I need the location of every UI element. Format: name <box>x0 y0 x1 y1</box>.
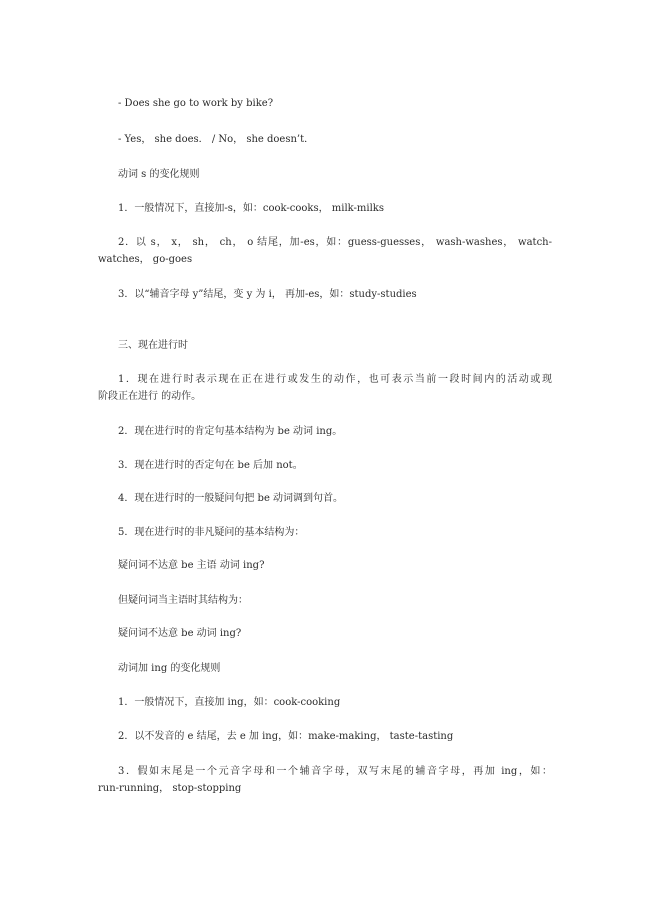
text-line: watches， go-goes <box>98 254 193 265</box>
text-line: 1．现在进行时表示现在正在进行或发生的动作，也可表示当前一段时间内的活动或现 <box>118 374 552 385</box>
text-line: 但疑问词当主语时其结构为： <box>118 595 248 606</box>
text-line: 1．一般情况下，直接加 ing，如：cook-cooking <box>118 697 341 708</box>
text-line: 3．以“辅音字母 y”结尾，变 y 为 i， 再加-es，如：study-studies <box>118 289 417 300</box>
section-heading: 动词 s 的变化规则 <box>118 169 200 180</box>
text-line: 3．现在进行时的否定句在 be 后加 not。 <box>118 460 303 471</box>
text-line: 3．假如末尾是一个元音字母和一个辅音字母，双写末尾的辅音字母，再加 ing，如： <box>118 766 552 777</box>
text-line: 阶段正在进行 的动作。 <box>98 391 202 402</box>
text-line: run-running， stop-stopping <box>98 783 242 794</box>
text-line: 疑问词不达意 be 主语 动词 ing? <box>118 560 265 571</box>
text-line: 2．现在进行时的肯定句基本结构为 be 动词 ing。 <box>118 426 343 437</box>
text-line: 4．现在进行时的一般疑问句把 be 动词调到句首。 <box>118 493 344 504</box>
text-line: 5．现在进行时的非凡疑问的基本结构为： <box>118 527 305 538</box>
text-line: 2．以 s， x， sh， ch， o 结尾，加-es，如：guess-guesses， wash-washes， watch- <box>118 237 552 248</box>
text-line: 1．一般情况下，直接加-s，如：cook-cooks， milk-milks <box>118 203 385 214</box>
text-line: 2．以不发音的 e 结尾，去 e 加 ing，如：make-making， taste-tasting <box>118 731 454 742</box>
text-line: - Yes， she does． / No， she doesn’t． <box>118 134 315 145</box>
section-heading: 动词加 ing 的变化规则 <box>118 663 221 674</box>
text-line: 疑问词不达意 be 动词 ing? <box>118 628 242 639</box>
section-heading: 三、现在进行时 <box>118 340 188 351</box>
text-line: - Does she go to work by bike? <box>118 98 274 109</box>
